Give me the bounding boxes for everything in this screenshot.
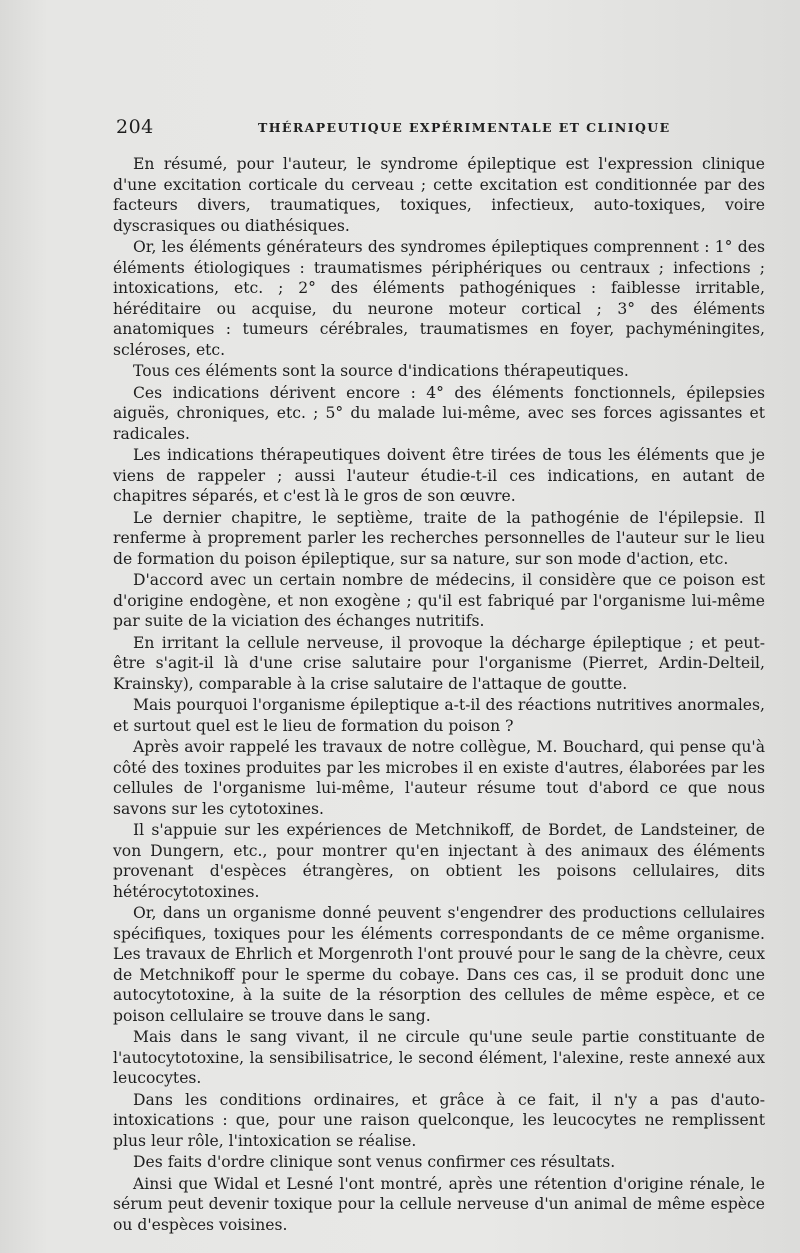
paragraph: Dans les conditions ordinaires, et grâce à ce fait, il n'y a pas d'auto-intoxications : que, pour une raison quelconque, les leucocytes ne remplissent plus leur rôle, l'intoxication se réalise. — [113, 1090, 765, 1150]
paragraph: Ces indications dérivent encore : 4° des éléments fonctionnels, épilepsies aiguës, chroniques, etc. ; 5° du malade lui-même, avec ses forces agissantes et radicales. — [113, 383, 765, 443]
paragraph: Les indications thérapeutiques doivent être tirées de tous les éléments que je viens de rappeler ; aussi l'auteur étudie-t-il ces indications, en autant de chapitres séparés, et c'est là le gros de son œuvre. — [113, 446, 765, 505]
running-title: THÉRAPEUTIQUE EXPÉRIMENTALE ET CLINIQUE — [258, 120, 671, 135]
paragraph: Mais dans le sang vivant, il ne circule qu'une seule partie constituante de l'autocytotoxine, la sensibilisatrice, le second élément, l'alexine, reste annexé aux leucocytes. — [113, 1028, 765, 1087]
paragraph: En résumé, pour l'auteur, le syndrome épileptique est l'expression clinique d'une excitation corticale du cerveau ; cette excitation est conditionnée par des facteurs divers, traumatiques, toxiques, infectieux, auto-toxiques, voire dyscrasiques ou diathésiques. — [113, 155, 765, 235]
paragraph: Or, dans un organisme donné peuvent s'engendrer des productions cellulaires spécifiques, toxiques pour les éléments correspondants de ce même organisme. Les travaux de Ehrlich et Morgenroth l'ont prouvé pour le sang de la chèvre, ceux de Metchnikoff pour le sperme du cobaye. Dans ces cas, il se produit donc une autocytotoxine, à la suite de la résorption des cellules de même espèce, et ce poison cellulaire se trouve dans le sang. — [113, 904, 765, 1025]
paragraph: Il s'appuie sur les expériences de Metchnikoff, de Bordet, de Landsteiner, de von Dungern, etc., pour montrer qu'en injectant à des animaux des éléments provenant d'espèces étrangères, on obtient les poisons cellulaires, dits hétérocytotoxines. — [113, 821, 765, 901]
paragraph: En irritant la cellule nerveuse, il provoque la décharge épileptique ; et peut-être s'agit-il là d'une crise salutaire pour l'organisme (Pierret, Ardin-Delteil, Krainsky), comparable à la crise salutaire de l'attaque de goutte. — [113, 633, 765, 693]
page-header — [116, 116, 764, 144]
paragraph: Le dernier chapitre, le septième, traite de la pathogénie de l'épilepsie. Il renferme à proprement parler les recherches personnelles de l'auteur sur le lieu de formation du poison épileptique, sur sa nature, sur son mode d'action, etc. — [113, 508, 765, 568]
paragraph: D'accord avec un certain nombre de médecins, il considère que ce poison est d'origine endogène, et non exogène ; qu'il est fabriqué par l'organisme lui-même par suite de la viciation des échanges nutritifs. — [113, 571, 765, 630]
paragraph: Ainsi que Widal et Lesné l'ont montré, après une rétention d'origine rénale, le sérum peut devenir toxique pour la cellule nerveuse d'un animal de même espèce ou d'espèces voisines. — [113, 1174, 765, 1234]
paragraph: Des faits d'ordre clinique sont venus confirmer ces résultats. — [133, 1153, 616, 1171]
body-text — [113, 154, 765, 1236]
paragraph: Or, les éléments générateurs des syndromes épileptiques comprennent : 1° des éléments étiologiques : traumatismes périphériques ou centraux ; infections ; intoxications, etc. ; 2° des éléments pathogéniques : faiblesse irritable, héréditaire ou acquise, du neurone moteur cortical ; 3° des éléments anatomiques : tumeurs cérébrales, traumatismes en foyer, pachyméningites, scléroses, etc. — [113, 238, 765, 359]
paragraph: Après avoir rappelé les travaux de notre collègue, M. Bouchard, qui pense qu'à côté des toxines produites par les microbes il en existe d'autres, élaborées par les cellules de l'organisme lui-même, l'auteur résume tout d'abord ce que nous savons sur les cytotoxines. — [113, 738, 765, 818]
paragraph: Tous ces éléments sont la source d'indications thérapeutiques. — [133, 362, 629, 380]
paragraph: Mais pourquoi l'organisme épileptique a-t-il des réactions nutritives anormales, et surtout quel est le lieu de formation du poison ? — [113, 696, 765, 735]
page-number: 204 — [116, 116, 154, 138]
